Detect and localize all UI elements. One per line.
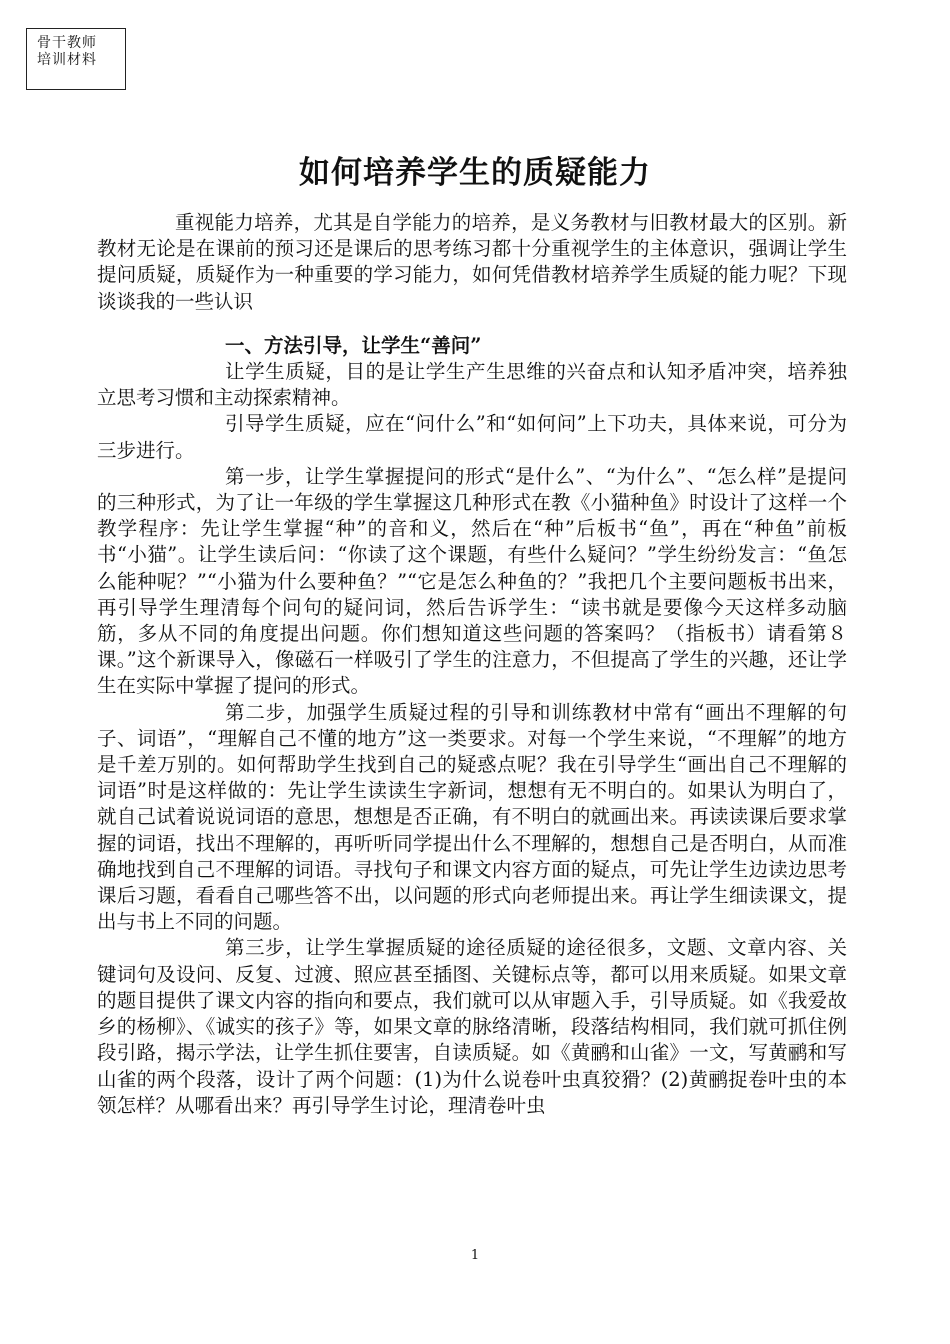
document-title: 如何培养学生的质疑能力 <box>299 155 651 191</box>
paragraph-1: 让学生质疑，目的是让学生产生思维的兴奋点和认知矛盾冲突，培养独立思考习惯和主动探索精神。 <box>97 360 847 410</box>
stamp-line-2: 培训材料 <box>37 52 97 68</box>
section-heading-1: 一、方法引导，让学生“善问” <box>225 333 482 357</box>
paragraph-step-2: 第二步，加强学生质疑过程的引导和训练教材中常有“画出不理解的句子、词语”，“理解自己不懂的地方”这一类要求。对每一个学生来说，“不理解”的地方是千差万别的。如何帮助学生找到自己的疑惑点呢？我在引导学生“画出自己不理解的词语”时是这样做的：先让学生读读生字新词，想想有无不明白的。如果认为明白了，就自己试着说说词语的意思，想想是否正确，有不明白的就画出来。再读读课后要求掌握的词语，找出不理解的，再听听同学提出什么不理解的，想想自己是否明白，从而准确地找到自己不理解的词语。寻找句子和课文内容方面的疑点，可先让学生边读边思考课后习题，看看自己哪些答不出，以问题的形式向老师提出来。再让学生细读课文，提出与书上不同的问题。 <box>97 700 847 934</box>
intro-paragraph: 重视能力培养，尤其是自学能力的培养，是义务教材与旧教材最大的区别。新教材无论是在课前的预习还是课后的思考练习都十分重视学生的主体意识，强调让学生提问质疑，质疑作为一种重要的学习能力，如何凭借教材培养学生质疑的能力呢？下现谈谈我的一些认识 <box>97 211 847 313</box>
paragraph-step-1: 第一步，让学生掌握提问的形式“是什么”、“为什么”、“怎么样”是提问的三种形式，为了让一年级的学生掌握这几种形式在教《小猫种鱼》时设计了这样一个教学程序：先让学生掌握“种”的音和义，然后在“种”后板书“鱼”，再在“种鱼”前板书“小猫”。让学生读后问：“你读了这个课题，有些什么疑问？”学生纷纷发言：“鱼怎么能种呢？”“小猫为什么要种鱼？”“它是怎么种鱼的？”我把几个主要问题板书出来，再引导学生理清每个问句的疑问词，然后告诉学生：“读书就是要像今天这样多动脑筋，多从不同的角度提出问题。你们想知道这些问题的答案吗？（指板书）请看第８课。”这个新课导入，像磁石一样吸引了学生的注意力，不但提高了学生的兴趣，还让学生在实际中掌握了提问的形式。 <box>97 464 847 698</box>
paragraph-2: 引导学生质疑，应在“问什么”和“如何问”上下功夫，具体来说，可分为三步进行。 <box>97 412 847 462</box>
paragraph-step-3: 第三步，让学生掌握质疑的途径质疑的途径很多，文题、文章内容、关键词句及设问、反复、过渡、照应甚至插图、关键标点等，都可以用来质疑。如果文章的题目提供了课文内容的指向和要点，我们就可以从审题入手，引导质疑。如《我爱故乡的杨柳》、《诚实的孩子》等，如果文章的脉络清晰，段落结构相同，我们就可抓住例段引路，揭示学法，让学生抓住要害，自读质疑。如《黄鹂和山雀》一文，写黄鹂和写山雀的两个段落，设计了两个问题：(1)为什么说卷叶虫真狡猾？(2)黄鹂捉卷叶虫的本领怎样？从哪看出来？再引导学生讨论，理清卷叶虫 <box>97 936 847 1117</box>
training-material-stamp <box>26 28 126 90</box>
document-body <box>97 210 847 1119</box>
page-number: 1 <box>470 1248 480 1263</box>
stamp-line-1: 骨干教师 <box>37 35 97 51</box>
